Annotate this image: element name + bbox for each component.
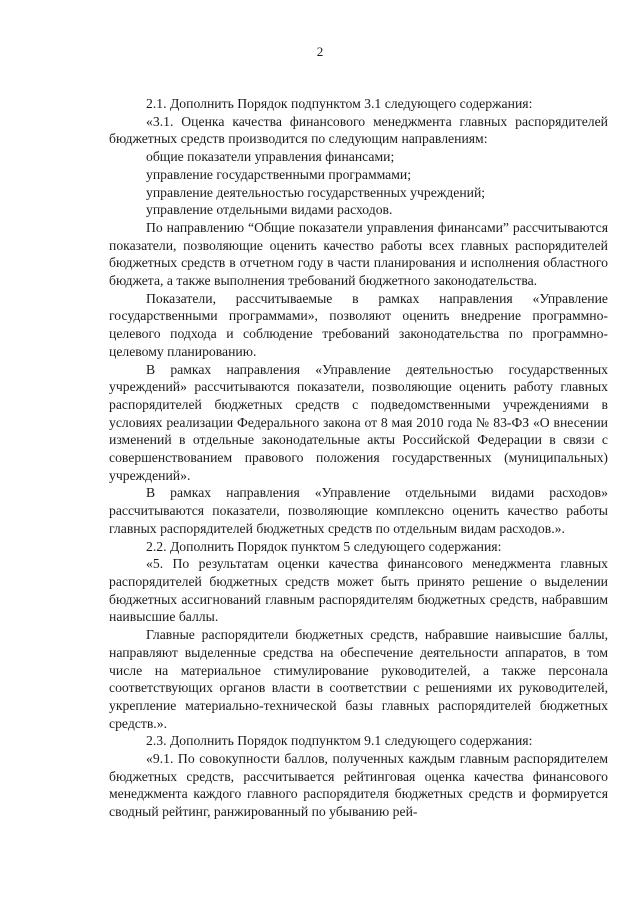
- paragraph: В рамках направления «Управление деятельностью государственных учреждений» рассчитываются показатели, позволяющие оценить работу главных распорядителей бюджетных средств с подведомственными учреждениями в условиях реализации Федерального закона от 8 мая 2010 года № 83-ФЗ «О внесении изменений в отдельные законодательные акты Российской Федерации в связи с совершенствованием правового положения государственных (муниципальных) учреждений».: [109, 361, 608, 483]
- list-item: управление деятельностью государственных учреждений;: [146, 184, 486, 200]
- paragraph: «5. По результатам оценки качества финансового менеджмента главных распорядителей бюджетных средств может быть принято решение о выделении бюджетных ассигнований главным распорядителям бюджетных средств, набравшим наивысшие баллы.: [109, 556, 608, 625]
- paragraph: «9.1. По совокупности баллов, полученных каждым главным распорядителем бюджетных средств, рассчитывается рейтинговая оценка качества финансового менеджмента каждого главного распорядителя бюджетных средств и формируется сводный рейтинг, ранжированный по убыванию рей-: [109, 751, 608, 820]
- paragraph: 2.2. Дополнить Порядок пунктом 5 следующего содержания:: [146, 538, 502, 554]
- paragraph: 2.3. Дополнить Порядок подпунктом 9.1 следующего содержания:: [146, 733, 533, 749]
- list-item: управление отдельными видами расходов.: [146, 202, 393, 218]
- document-body: [109, 95, 608, 821]
- page-number: 2: [316, 44, 324, 59]
- paragraph: «3.1. Оценка качества финансового менеджмента главных распорядителей бюджетных средств производится по следующим направлениям:: [109, 113, 608, 147]
- paragraph: 2.1. Дополнить Порядок подпунктом 3.1 следующего содержания:: [146, 96, 533, 111]
- paragraph: По направлению “Общие показатели управления финансами” рассчитываются показатели, позволяющие оценить качество работы всех главных распорядителей бюджетных средств в отчетном году в части планирования и исполнения областного бюджета, а также выполнения требований бюджетного законодательства.: [109, 219, 608, 289]
- paragraph: Показатели, рассчитываемые в рамках направления «Управление государственными программами», позволяют оценить внедрение программно-целевого подхода и соблюдение требований законодательства по программно-целевому планированию.: [109, 290, 608, 359]
- paragraph: В рамках направления «Управление отдельными видами расходов» рассчитываются показатели, позволяющие комплексно оценить качество работы главных распорядителей бюджетных средств по отдельным видам расходов.».: [109, 485, 608, 536]
- paragraph: Главные распорядители бюджетных средств, набравшие наивысшие баллы, направляют выделенные средства на обеспечение деятельности аппаратов, в том числе на материальное стимулирование руководителей, а также персонала соответствующих органов власти в соответствии с решениями их руководителей, укрепление материально-технической базы главных распорядителей бюджетных средств.».: [109, 627, 608, 731]
- list-item: управление государственными программами;: [146, 166, 412, 182]
- list-item: общие показатели управления финансами;: [146, 149, 395, 165]
